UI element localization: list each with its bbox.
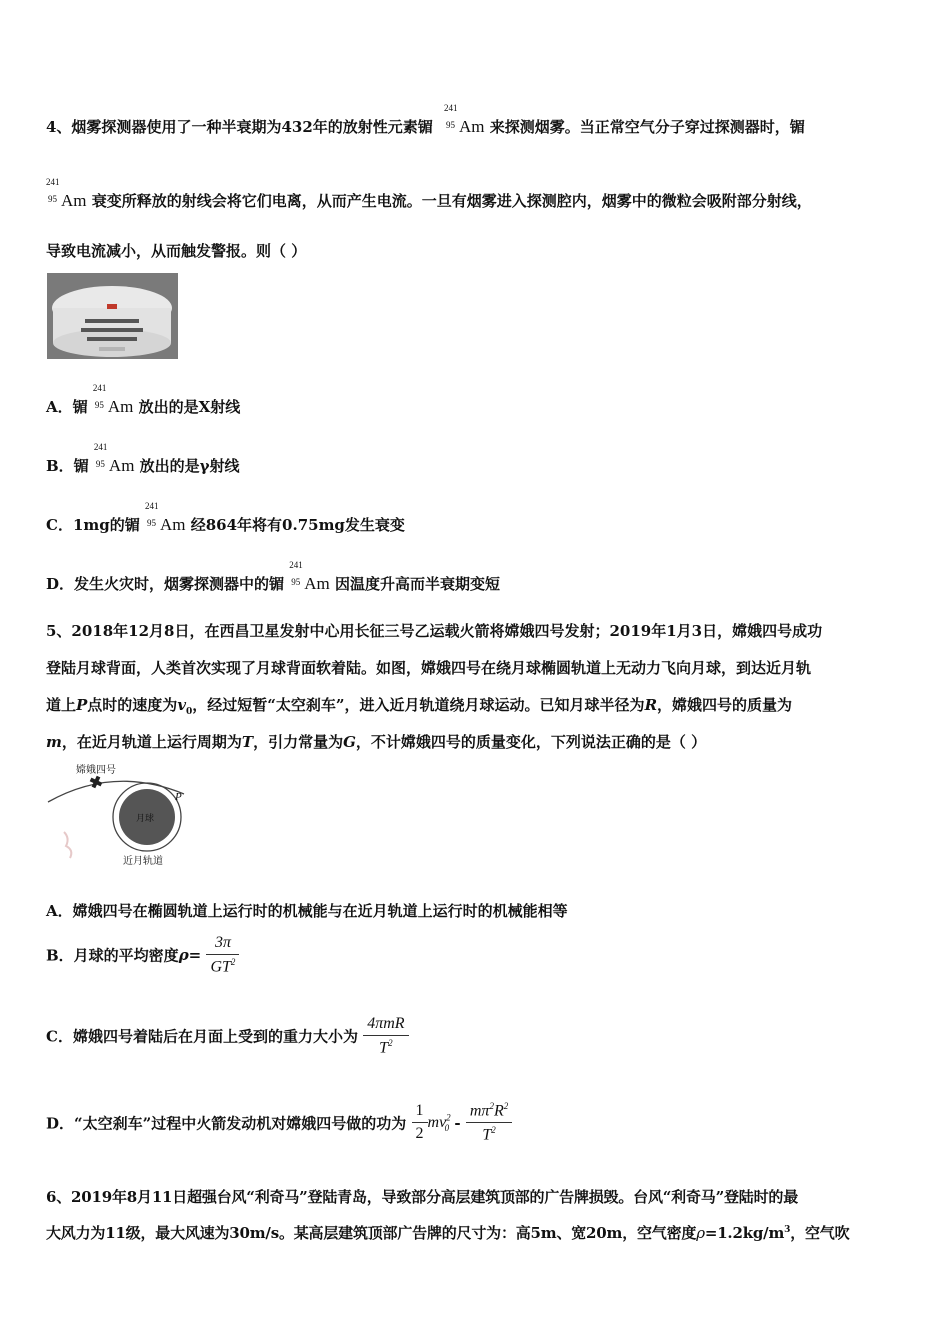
q5-option-a: A．嫦娥四号在椭圆轨道上运行时的机械能与在近月轨道上运行时的机械能相等 (46, 902, 568, 920)
point-p-label: P (175, 791, 182, 803)
q5-line-1: 5、2018年12月8日，在西昌卫星发射中心用长征三号乙运载火箭将嫦娥四号发射；2019年1月3日，嫦娥四号成功 (46, 622, 823, 640)
q4-line-2 (46, 177, 812, 211)
q6-line-1: 6、2019年8月11日超强台风“利奇马”登陆青岛，导致部分高层建筑顶部的广告牌损毁。台风“利奇马”登陆时的最 (46, 1188, 799, 1206)
orbit-figure (44, 760, 194, 868)
q5-line-2: 登陆月球背面，人类首次实现了月球背面软着陆。如图，嫦娥四号在绕月球椭圆轨道上无动力飞向月球，到达近月轨 (46, 659, 812, 677)
q5-line-4: m，在近月轨道上运行周期为T，引力常量为G，不计嫦娥四号的质量变化，下列说法正确的是（ ） (46, 733, 707, 751)
q6-line-2: 大风力为11级，最大风速为30m/s。某高层建筑顶部广告牌的尺寸为：高5m、宽20m，空气密度$\rho=1.2kg/m^3$，空气吹 (46, 1224, 850, 1242)
half-fraction: $\frac{1}{2}$ (412, 1102, 428, 1143)
q4-option-b: B．镅 241 95 Am 放出的是γ射线 (46, 442, 240, 475)
orbit-label-bottom: 近月轨道 (123, 856, 163, 867)
orbit-label-top: 嫦娥四号 (76, 765, 116, 776)
q4-option-a: A．镅 241 95 Am 放出的是X射线 (46, 383, 241, 416)
moon-label: 月球 (136, 814, 155, 824)
q4-text: 衰变所释放的射线会将它们电离，从而产生电流。一旦有烟雾进入探测腔内，烟雾中的微粒会吸附部分射线， (91, 192, 812, 210)
smoke-detector-photo (47, 273, 178, 359)
q4-line-3: 导致电流减小，从而触发警报。则（ ） (46, 242, 307, 260)
isotope-am: 241 95 Am (46, 177, 87, 210)
q4-text: 来探测烟雾。当正常空气分子穿过探测器时，镅 (489, 118, 805, 136)
q5-option-b: B．月球的平均密度ρ= $\frac{3\pi}{GT^2}$ (46, 934, 239, 976)
q4-line-1 (46, 103, 805, 137)
isotope-am: 241 95 Am (144, 501, 186, 534)
q5-option-d: D．“太空刹车”过程中火箭发动机对嫦娥四号做的功为 $\frac{1}{2}$ $mv^2_0$ - $\frac{m\pi^2R^2}{T^2}$ (46, 1101, 512, 1145)
q4-text: 4、烟雾探测器使用了一种半衰期为432年的放射性元素镅 (46, 118, 433, 136)
q5-option-c: C．嫦娥四号着陆后在月面上受到的重力大小为 $\frac{\text{4πmR}}{T^2}$ (46, 1015, 409, 1057)
isotope-am: 241 95 Am (289, 560, 330, 593)
mv-term: $mv^2_0$ (427, 1112, 451, 1134)
isotope-am: 241 95 Am (444, 103, 485, 136)
q5-line-3: 道上P点时的速度为$v_0$，经过短暂“太空刹车”，进入近月轨道绕月球运动。已知月球半径为R，嫦娥四号的质量为 (46, 696, 793, 717)
gravity-fraction: $\frac{\text{4πmR}}{T^2}$ (363, 1015, 408, 1057)
work-fraction: $\frac{m\pi^2R^2}{T^2}$ (466, 1101, 512, 1145)
q4-option-d: D．发生火灾时，烟雾探测器中的镅 241 95 Am 因温度升高而半衰期变短 (46, 560, 500, 593)
isotope-am: 241 95 Am (92, 383, 134, 416)
q4-option-c: C．1mg的镅 241 95 Am 经864年将有0.75mg发生衰变 (46, 501, 405, 534)
isotope-am: 241 95 Am (93, 442, 135, 475)
density-fraction: $\frac{3\pi}{GT^2}$ (206, 934, 239, 976)
